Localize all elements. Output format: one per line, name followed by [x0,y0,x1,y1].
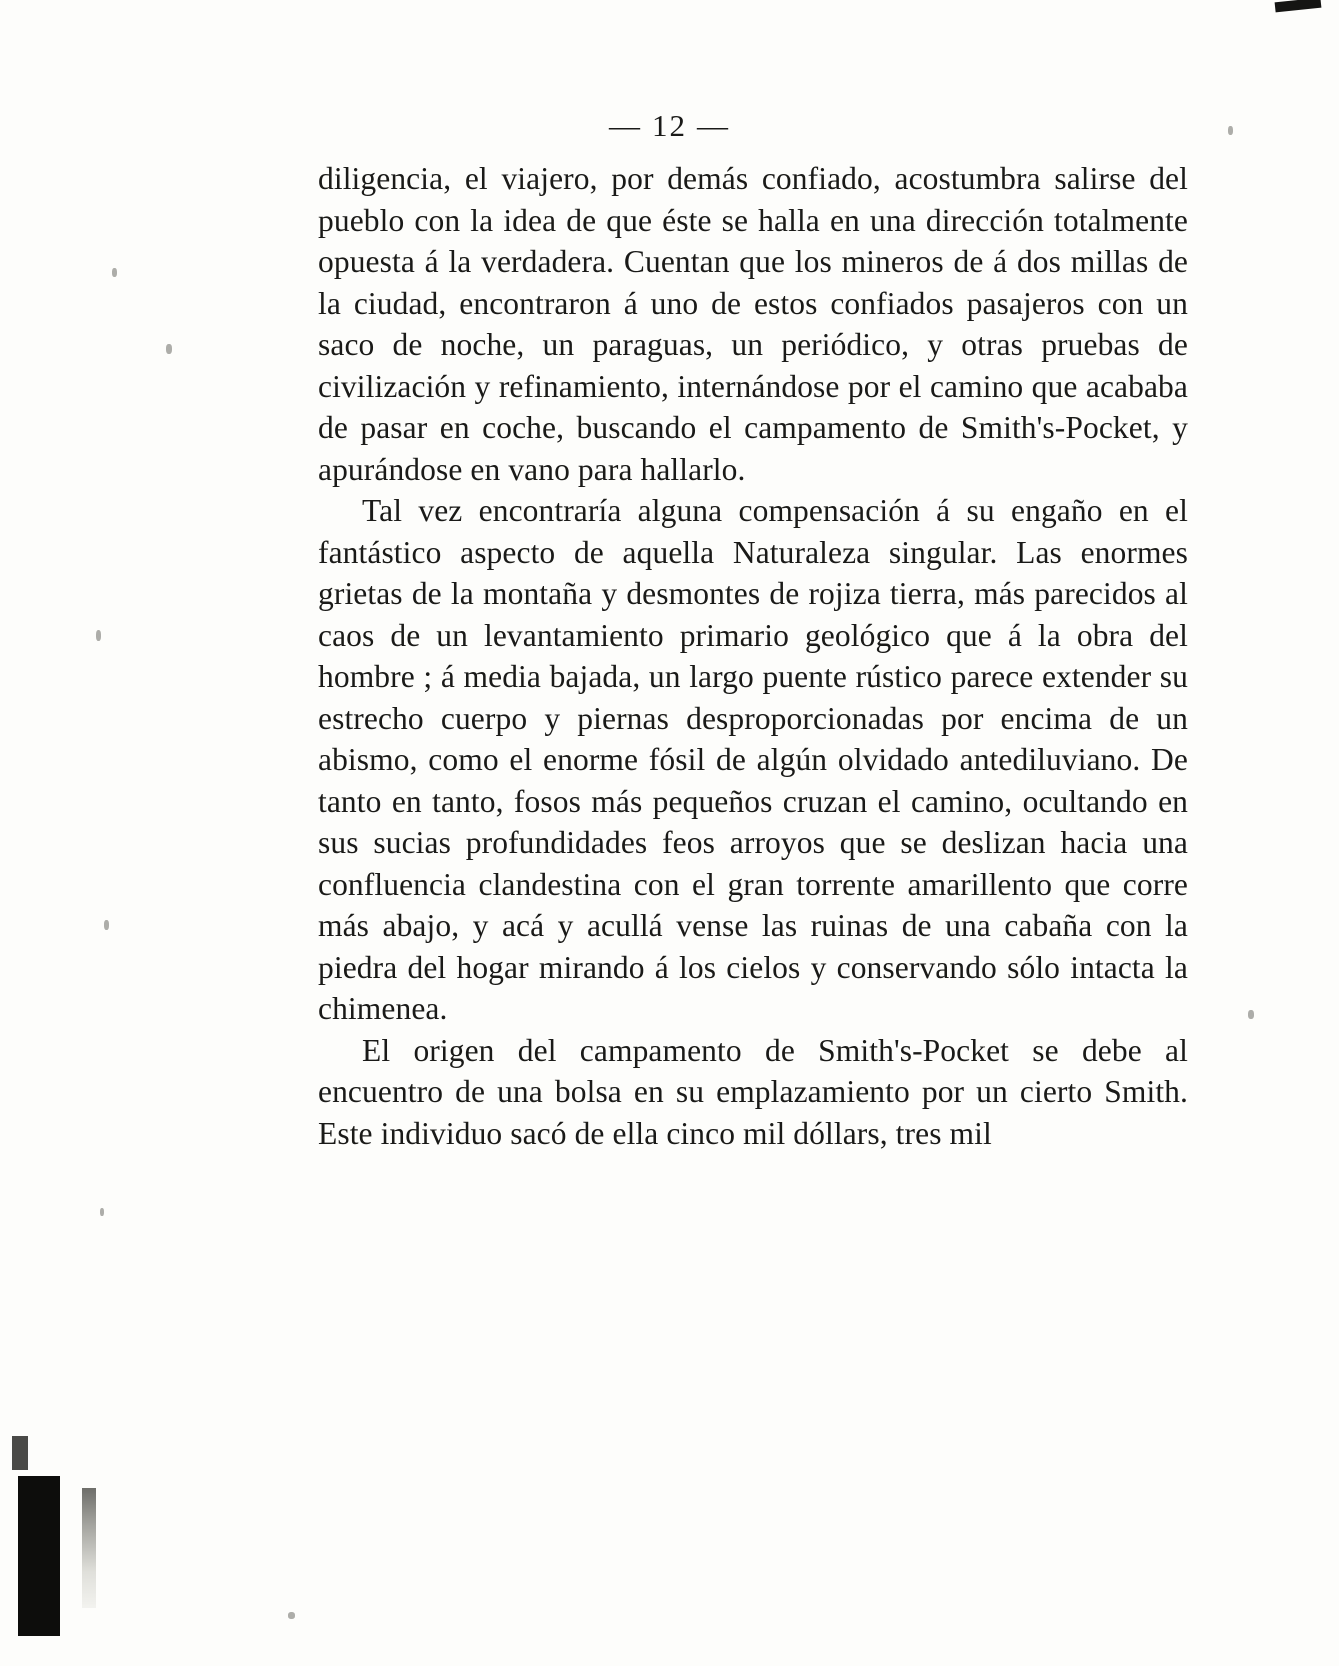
speck [112,268,117,277]
scan-artifact-bottom-left-block [18,1476,60,1636]
page-number-value: 12 [652,108,687,143]
speck [1248,1010,1254,1019]
scan-artifact-top-right [1275,0,1322,12]
page-number-dash-right: — [697,108,730,143]
scan-artifact-bottom-smudge [82,1488,96,1608]
page-number [0,108,1339,144]
speck [288,1612,295,1619]
paragraph: El origen del campamento de Smith's-Pocket se debe al encuentro de una bolsa en su emplazamiento por un cierto Smith. Este individuo sacó de ella cinco mil dóllars, tres mil [318,1032,1188,1151]
body-text-column [318,158,1188,1154]
speck [166,344,172,354]
page-number-dash-left: — [609,108,642,143]
paragraph: Tal vez encontraría alguna compensación á su engaño en el fantástico aspecto de aquella Naturaleza singular. Las enormes grietas de la montaña y desmontes de rojiza tierra, más parecidos al caos de un levantamiento primario geológico que á la obra del hombre ; á media bajada, un largo puente rústico parece extender su estrecho cuerpo y piernas desproporcionadas por encima de un abismo, como el enorme fósil de algún olvidado antediluviano. De tanto en tanto, fosos más pequeños cruzan el camino, ocultando en sus sucias profundidades feos arroyos que se deslizan hacia una confluencia clandestina con el gran torrente amarillento que corre más abajo, y acá y acullá vense las ruinas de una cabaña con la piedra del hogar mirando á los cielos y conservando sólo intacta la chimenea. [318,493,1188,1026]
speck [96,630,101,641]
scan-artifact-bottom-left-small [12,1436,28,1470]
speck [104,920,109,930]
speck [100,1208,104,1216]
paragraph: diligencia, el viajero, por demás confiado, acostumbra salirse del pueblo con la idea de que éste se halla en una dirección totalmente opuesta á la verdadera. Cuentan que los mineros de á dos millas de la ciudad, encontraron á uno de estos confiados pasajeros con un saco de noche, un paraguas, un periódico, y otras pruebas de civilización y refinamiento, internándose por el camino que acababa de pasar en coche, buscando el campamento de Smith's-Pocket, y apurándose en vano para hallarlo. [318,161,1188,487]
